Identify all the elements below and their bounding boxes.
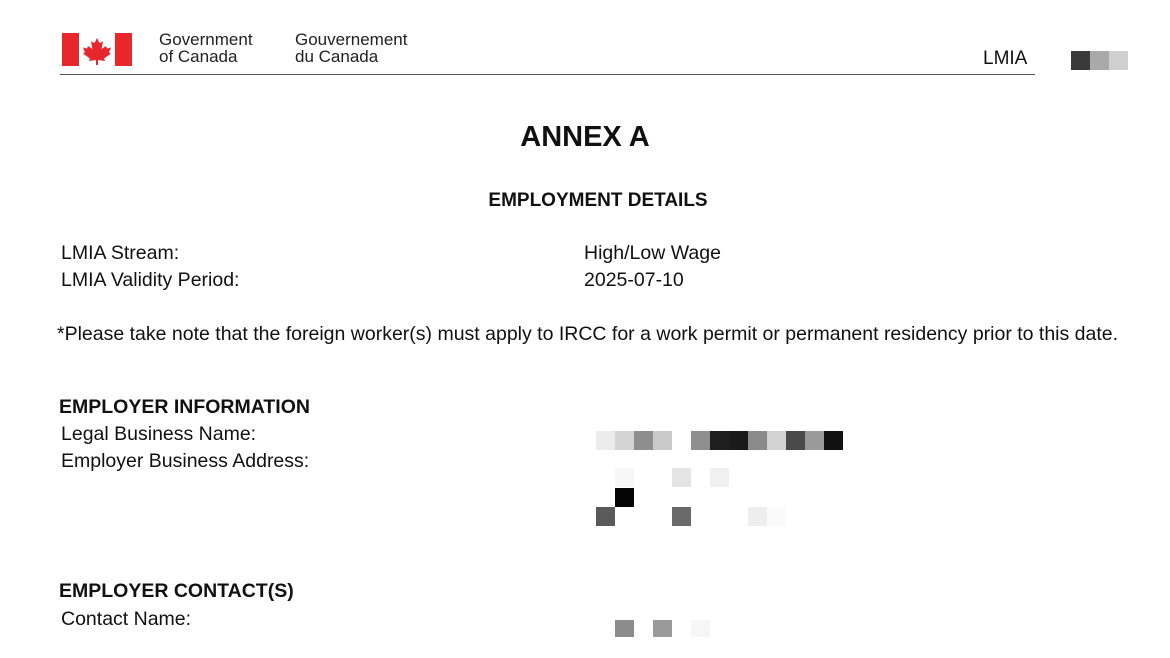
document-header <box>60 30 1035 75</box>
redaction-pixel <box>596 431 615 450</box>
redaction-pixel <box>596 507 615 526</box>
lmia-validity-label: LMIA Validity Period: <box>61 269 240 291</box>
government-of-canada-wordmark-en <box>159 31 253 65</box>
redaction-pixel <box>672 507 691 526</box>
page-title: ANNEX A <box>520 121 650 153</box>
redaction-pixel <box>634 431 653 450</box>
lmia-validity-value: 2025-07-10 <box>584 269 684 291</box>
section-title-employment-details: EMPLOYMENT DETAILS <box>488 190 708 211</box>
redaction-pixel <box>1090 51 1109 70</box>
redacted-legal-business-name <box>596 431 844 450</box>
redaction-pixel <box>691 620 710 637</box>
gov-fr-line2: du Canada <box>295 47 379 66</box>
redaction-pixel <box>672 468 691 487</box>
redaction-pixel <box>653 620 672 637</box>
redaction-pixel <box>824 431 843 450</box>
redaction-pixel <box>805 431 824 450</box>
redaction-pixel <box>1071 51 1090 70</box>
contact-name-label: Contact Name: <box>61 608 192 630</box>
redaction-pixel <box>1109 51 1128 70</box>
section-heading-employer-information: EMPLOYER INFORMATION <box>59 396 310 418</box>
redaction-pixel <box>729 431 748 450</box>
section-heading-employer-contacts: EMPLOYER CONTACT(S) <box>59 580 294 602</box>
redacted-business-address <box>596 468 796 528</box>
redacted-lmia-number <box>1071 51 1129 70</box>
redaction-pixel <box>615 488 634 507</box>
redaction-pixel <box>767 431 786 450</box>
gov-fr-line1: Gouvernement <box>295 30 408 49</box>
redaction-pixel <box>767 507 786 526</box>
gov-en-line2: of Canada <box>159 47 238 66</box>
redaction-pixel <box>710 431 729 450</box>
redaction-pixel <box>615 431 634 450</box>
redaction-pixel <box>615 468 634 487</box>
lmia-stream-value: High/Low Wage <box>584 242 721 264</box>
gov-en-line1: Government <box>159 30 253 49</box>
canada-flag-icon <box>62 33 132 66</box>
redaction-pixel <box>786 431 805 450</box>
redaction-pixel <box>653 431 672 450</box>
redaction-pixel <box>748 431 767 450</box>
lmia-stream-label: LMIA Stream: <box>61 242 180 264</box>
redaction-pixel <box>615 620 634 637</box>
legal-business-name-label: Legal Business Name: <box>61 423 257 445</box>
work-permit-note: *Please take note that the foreign worker(s) must apply to IRCC for a work permit or permanent residency prior to this date. <box>57 323 1119 345</box>
employer-business-address-label: Employer Business Address: <box>61 450 310 472</box>
redaction-pixel <box>710 468 729 487</box>
redaction-pixel <box>748 507 767 526</box>
lmia-number-label: LMIA <box>983 48 1028 69</box>
redaction-pixel <box>691 431 710 450</box>
redacted-contact-name <box>615 620 715 639</box>
government-of-canada-wordmark-fr <box>295 31 407 65</box>
